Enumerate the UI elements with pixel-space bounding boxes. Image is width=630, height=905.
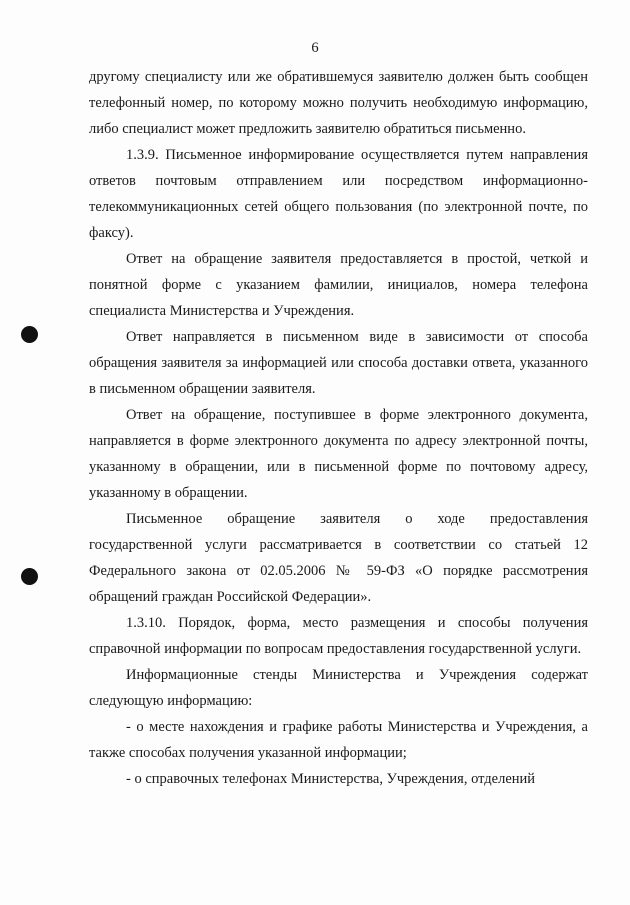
punch-hole-mark xyxy=(21,326,38,343)
paragraph: Информационные стенды Министерства и Учреждения содержат следующую информацию: xyxy=(89,667,588,709)
paragraph-1-3-9: 1.3.9. Письменное информирование осуществляется путем направления ответов почтовым отправлением или посредством информационно-телекоммуникационных сетей общего пользования (по электронной почте, по факсу). xyxy=(89,147,588,241)
page-number: 6 xyxy=(311,40,319,56)
list-item: - о месте нахождения и графике работы Министерства и Учреждения, а также способах получения указанной информации; xyxy=(89,719,588,761)
paragraph-continuation: другому специалисту или же обратившемуся заявителю должен быть сообщен телефонный номер, по которому можно получить необходимую информацию, либо специалист может предложить заявителю обратиться письменно. xyxy=(89,69,588,137)
paragraph: Ответ на обращение, поступившее в форме электронного документа, направляется в форме электронного документа по адресу электронной почты, указанному в обращении, или в письменной форме по почтовому адресу, указанному в обращении. xyxy=(89,407,588,501)
document-body xyxy=(89,64,588,792)
list-item: - о справочных телефонах Министерства, Учреждения, отделений xyxy=(126,771,536,787)
paragraph: Ответ на обращение заявителя предоставляется в простой, четкой и понятной форме с указанием фамилии, инициалов, номера телефона специалиста Министерства и Учреждения. xyxy=(89,251,588,319)
paragraph: Письменное обращение заявителя о ходе предоставления государственной услуги рассматривается в соответствии со статьей 12 Федерального закона от 02.05.2006 № 59-ФЗ «О порядке рассмотрения обращений граждан Российской Федерации». xyxy=(89,511,588,605)
paragraph-1-3-10: 1.3.10. Порядок, форма, место размещения и способы получения справочной информации по вопросам предоставления государственной услуги. xyxy=(89,615,588,657)
punch-hole-mark xyxy=(21,568,38,585)
paragraph: Ответ направляется в письменном виде в зависимости от способа обращения заявителя за информацией или способа доставки ответа, указанного в письменном обращении заявителя. xyxy=(89,329,588,397)
